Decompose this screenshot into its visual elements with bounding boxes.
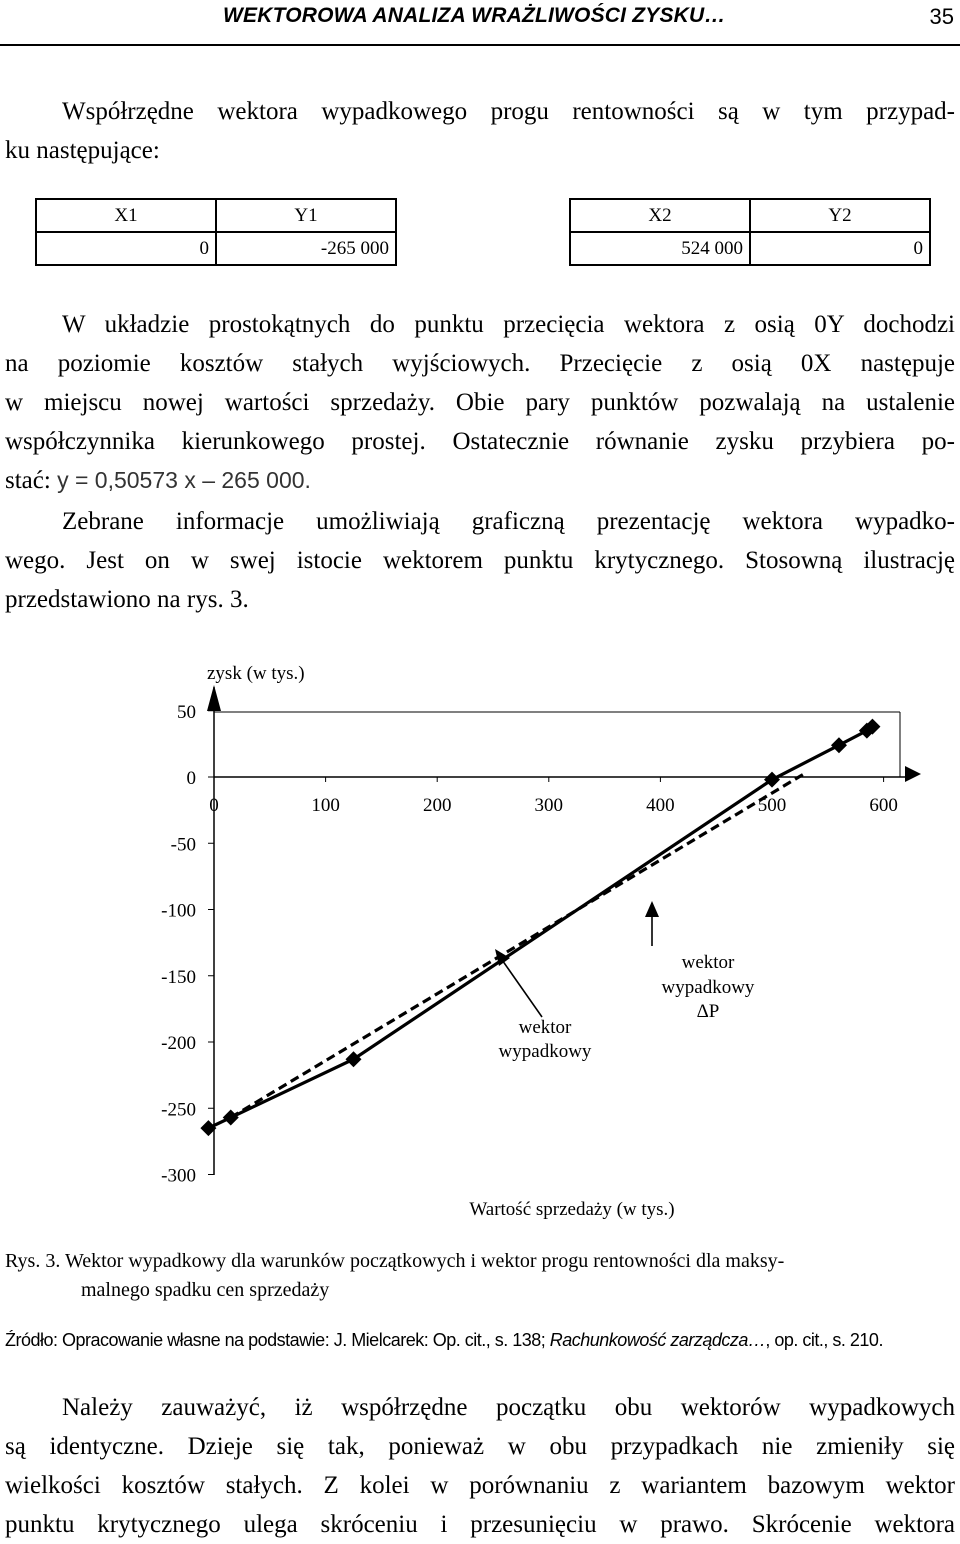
annotation-label: ΔP: [696, 1001, 720, 1022]
source-title: Rachunkowość zarządcza…: [549, 1330, 766, 1350]
y-tick-label: -250: [161, 1099, 196, 1121]
paragraph-line: w miejscu nowej wartości sprzedaży. Obie pary punktów pozwalają na ustalenie: [5, 389, 955, 416]
paragraph-line: Należy zauważyć, iż współrzędne początku obu wektorów wypadkowych: [62, 1394, 955, 1421]
x-tick-label: 200: [422, 795, 452, 816]
figure-source: [5, 1330, 883, 1351]
paragraph-line: współczynnika kierunkowego prostej. Ostatecznie równanie zysku przybiera po-: [5, 428, 955, 455]
paragraph-line: Współrzędne wektora wypadkowego progu rentowności są w tym przypad-: [62, 98, 955, 125]
x-tick-label: 100: [311, 795, 340, 816]
figure-caption: [5, 1247, 955, 1305]
table-cell-y2: 0: [750, 232, 930, 265]
caption-line: malnego spadku cen sprzedaży: [81, 1279, 330, 1301]
page-number: 35: [929, 4, 954, 29]
annotation-label: wektor: [681, 952, 735, 973]
profit-equation: y = 0,50573 x – 265 000.: [57, 467, 311, 493]
coordinates-table-end: [569, 198, 931, 266]
x-tick-label: 500: [757, 795, 787, 816]
y-tick-label: -200: [161, 1033, 196, 1054]
annotation-arrowhead-icon: [645, 901, 659, 917]
table-header-x2: X2: [570, 199, 750, 232]
paragraph-line: [5, 461, 955, 500]
table-cell-x2: 524 000: [570, 232, 750, 265]
header-rule: [0, 44, 960, 46]
annotation-label: wypadkowy: [498, 1041, 592, 1062]
table-header-y2: Y2: [750, 199, 930, 232]
x-tick-label: 0: [209, 795, 219, 816]
x-tick-label: 400: [646, 795, 675, 816]
annotation-label: wektor: [518, 1017, 572, 1038]
paragraph-line: przedstawiono na rys. 3.: [5, 586, 249, 613]
x-axis-title: Wartość sprzedaży (w tys.): [469, 1199, 675, 1220]
series-line-dashed: [231, 773, 806, 1118]
data-point-marker: [223, 1110, 239, 1126]
x-axis-arrow-icon: [905, 766, 921, 782]
x-tick-label: 600: [869, 795, 898, 816]
paragraph-conclusion: [5, 1388, 955, 1544]
table-cell-x1: 0: [36, 232, 216, 265]
y-axis-arrow-icon: [207, 685, 221, 711]
y-tick-label: -300: [161, 1165, 196, 1187]
table-cell-y1: -265 000: [216, 232, 396, 265]
table-header-x1: X1: [36, 199, 216, 232]
page-header: [0, 0, 960, 48]
y-tick-label: -50: [170, 834, 196, 856]
y-tick-label: -100: [161, 900, 196, 922]
paragraph-line: wielkości kosztów stałych. Z kolei w porównaniu z wariantem bazowym wektor: [5, 1472, 955, 1499]
caption-line: Rys. 3. Wektor wypadkowy dla warunków początkowych i wektor progu rentowności dla maksy-: [5, 1250, 785, 1272]
y-tick-label: 50: [177, 701, 196, 723]
paragraph-chart-intro: [5, 502, 955, 619]
running-title: WEKTOROWA ANALIZA WRAŻLIWOŚCI ZYSKU…: [223, 4, 726, 27]
paragraph-line: wego. Jest on w swej istocie wektorem punktu krytycznego. Stosowną ilustrację: [5, 547, 955, 574]
paragraph-line: na poziomie kosztów stałych wyjściowych. Przecięcie z osią 0X następuje: [5, 350, 955, 377]
paragraph-line: ku następujące:: [5, 137, 160, 164]
source-prefix: Źródło: Opracowanie własne na podstawie: J. Mielcarek: Op. cit., s. 138;: [5, 1330, 550, 1350]
paragraph-line: W układzie prostokątnych do punktu przecięcia wektora z osią 0Y dochodzi: [62, 311, 955, 338]
coordinates-table-start: [35, 198, 397, 266]
y-axis-title: zysk (w tys.): [207, 663, 305, 684]
y-tick-label: 0: [186, 768, 196, 789]
annotation-arrow-line: [500, 957, 542, 1017]
y-tick-label: -150: [161, 966, 196, 988]
source-suffix: , op. cit., s. 210.: [765, 1330, 883, 1350]
table-header-y1: Y1: [216, 199, 396, 232]
chart-series: [200, 719, 880, 1136]
paragraph-line: Zebrane informacje umożliwiają graficzną prezentację wektora wypadko-: [62, 508, 955, 535]
paragraph-coordinates-intro: [5, 92, 955, 170]
profit-vector-chart: [0, 655, 960, 1235]
paragraph-line: punktu krytycznego ulega skróceniu i przesunięciu w prawo. Skrócenie wektora: [5, 1511, 955, 1538]
x-tick-label: 300: [534, 795, 564, 816]
data-point-marker: [831, 737, 847, 753]
annotation-label: wypadkowy: [661, 977, 755, 998]
series-line-solid: [208, 727, 872, 1128]
paragraph-vector-description: [5, 305, 955, 500]
paragraph-line: są identyczne. Dzieje się tak, ponieważ w obu przypadkach nie zmieniły się: [5, 1433, 955, 1460]
equation-prefix: stać:: [5, 467, 58, 494]
